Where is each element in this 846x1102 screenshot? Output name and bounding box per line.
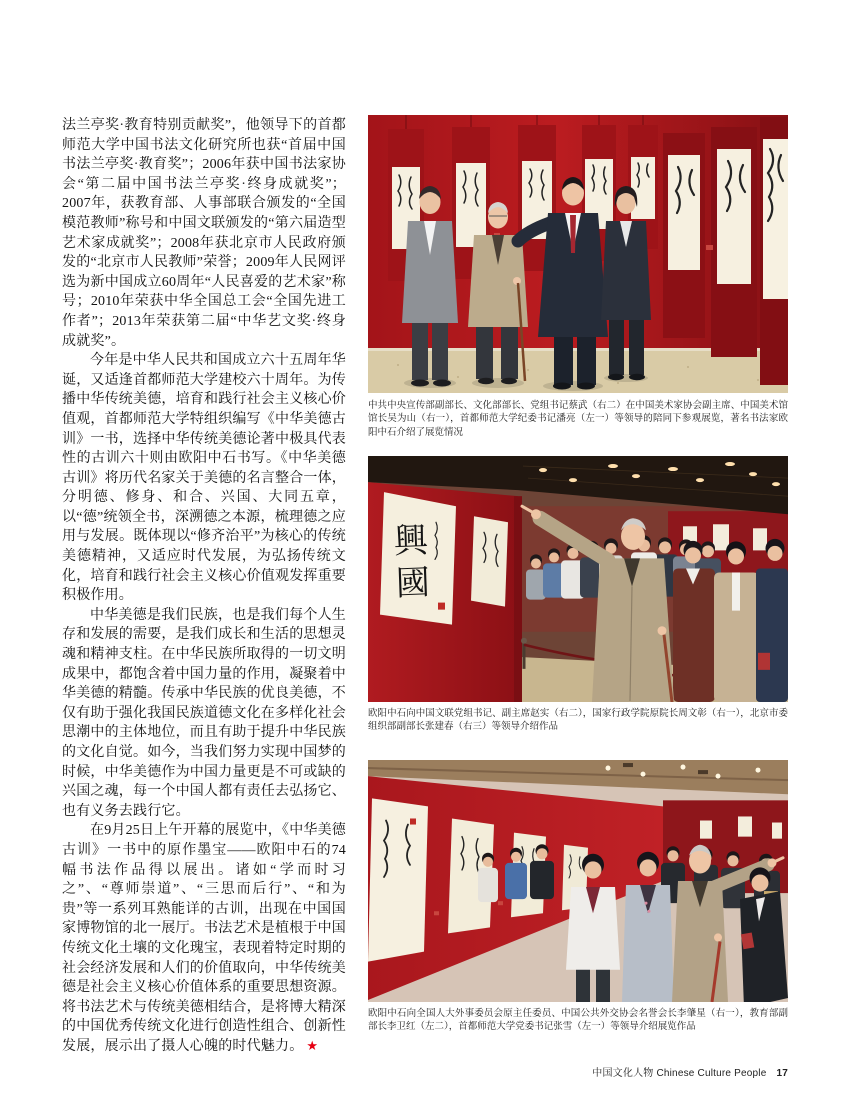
photo-caption-3: 欧阳中石向全国人大外事委员会原主任委员、中国公共外交协会名誉会长李肇星（右一），教育部副部长李卫红（左二），首都师范大学党委书记张雪（左一）等领导介绍展览作品 xyxy=(368,1008,788,1033)
photo-2-illustration xyxy=(368,456,788,702)
photo-1-illustration xyxy=(368,115,788,393)
page-footer xyxy=(592,1064,788,1079)
photo-pointing-at-artwork xyxy=(368,456,788,702)
photo-3-illustration xyxy=(368,760,788,1002)
article-paragraph: 今年是中华人民共和国成立六十五周年华诞，又适逢首都师范大学建校六十周年。为传播中华传统美德，培育和践行社会主义核心价值观，首都师范大学特组织编写《中华美德古训》一书，选择中华传统美德论著中极具代表性的古训六十则由欧阳中石书写。《中华美德古训》将历代名家关于美德的名言整合一体，分明德、修身、和合、兴国、大同五章，以“德”统领全书，深溯德之本源，梳理德之应用与发展。既体现以“修齐治平”为核心的传统美德精神，又适应时代发展，为弘扬传统文化，培育和践行社会主义核心价值观发挥重要积极作用。 xyxy=(62,353,346,604)
article-paragraph xyxy=(62,821,346,1056)
end-of-article-star-icon: ★ xyxy=(306,1038,319,1054)
photo-group-introduction xyxy=(368,760,788,1002)
article-body xyxy=(62,116,346,1057)
article-paragraph: 中华美德是我们民族，也是我们每个人生存和发展的需要，是我们成长和生活的思想灵魂和精神支柱。在中华民族所取得的一切文明成果中，都饱含着中国力量的作用，凝聚着中华美德的精髓。传承中华民族的优良美德，不仅有助于强化我国民族道德文化在多样化社会思潮中的主体地位，而且有助于提升中华民族的文化自觉。如今，当我们努力实现中国梦的时候，中华美德作为中国力量更是不可或缺的兴国之魂，每一个中国人都有责任去弘扬它、也有义务去践行它。 xyxy=(62,607,346,819)
calligraphy-char-xing: 興 xyxy=(393,522,429,561)
photo-officials-viewing-exhibition xyxy=(368,115,788,393)
seal-stamp xyxy=(438,603,445,610)
photo-caption-1: 中共中央宣传部副部长、文化部部长、党组书记蔡武（右二）在中国美术家协会副主席、中国美术馆馆长吴为山（右一），首都师范大学纪委书记潘亮（左一）等领导的陪同下参观展览，著名书法家欧阳中石介绍了展览情况 xyxy=(368,400,788,438)
article-paragraph: 法兰亭奖·教育特别贡献奖”，他领导下的首都师范大学中国书法文化研究所也获“首届中国书法兰亭奖·教育奖”；2006年获中国书法家协会“第二届中国书法兰亭奖·终身成就奖”； 2007年，获教育部、人事部联合颁发的“全国模范教师”称号和中国文联颁发的“第六届造型艺术家成就奖”；2008年获北京市人民政府颁发的“北京市人民教师”荣誉；2009年人民网评选为新中国成立60周年“人民喜爱的艺术家”称号；2010年荣获中华全国总工会“全国先进工作者”；2013年荣获第二届“中华艺文奖·终身成就奖”。 xyxy=(62,118,346,349)
left-wall-xingguo xyxy=(368,482,522,702)
red-booklet xyxy=(758,653,770,670)
calligraphy-char-guo: 國 xyxy=(395,564,431,603)
photo-caption-2: 欧阳中石向中国文联党组书记、副主席赵实（右二），国家行政学院原院长周文彰（右一），北京市委组织部副部长张建春（右三）等领导介绍作品 xyxy=(368,708,788,733)
journal-name-en: Chinese Culture People xyxy=(656,1068,767,1079)
article-paragraph-text: 在9月25日上午开幕的展览中，《中华美德古训》一书中的原作墨宝——欧阳中石的74幅书法作品得以展出。诸如“学而时习之”、“尊师崇道”、“三思而后行”、“和为贵”等一系列耳熟能详的古训，出现在中国国家博物馆的北一展厅。书法艺术是植根于中国传统文化土壤的文化瑰宝，表现着特定时期的社会经济发展和人们的价值取向，中华传统美德是社会主义核心价值体系的重要思想资源。将书法艺术与传统美德相结合，是将博大精深的中国优秀传统文化进行创造性组合、创新性发展，展示出了摄人心魄的时代魅力。 xyxy=(62,823,346,1054)
page-number: 17 xyxy=(776,1068,788,1079)
journal-name-cn: 中国文化人物 xyxy=(592,1068,654,1079)
